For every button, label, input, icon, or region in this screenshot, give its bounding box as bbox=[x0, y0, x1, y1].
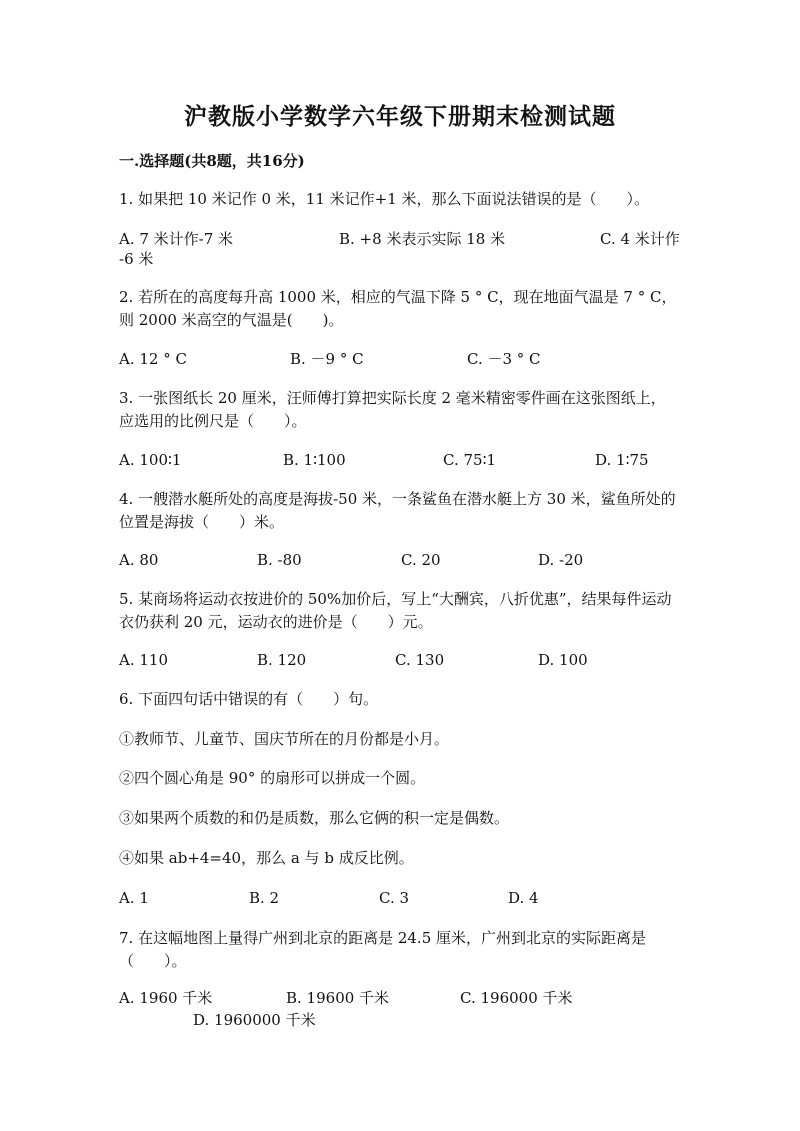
question-3-stem: 3. 一张图纸长 20 厘米，汪师傅打算把实际长度 2 毫米精密零件画在这张图纸上，应选用的比例尺是（ ）。 bbox=[119, 389, 666, 430]
question-6-statement-2: ②四个圆心角是 90° 的扇形可以拼成一个圆。 bbox=[119, 769, 426, 787]
question-6-option-b: B. 2 bbox=[249, 889, 280, 907]
question-6-statement-4: ④如果 ab+4=40，那么 a 与 b 成反比例。 bbox=[119, 849, 414, 867]
question-6-option-c: C. 3 bbox=[379, 889, 410, 907]
question-2-option-c: C. －3 ° C bbox=[467, 350, 541, 368]
question-3-option-d: D. 1∶75 bbox=[595, 451, 649, 469]
question-1-option-c: C. 4 米计作 bbox=[600, 230, 680, 248]
question-2-stem: 2. 若所在的高度每升高 1000 米，相应的气温下降 5 ° C，现在地面气温是 7 ° C，则 2000 米高空的气温是( )。 bbox=[119, 288, 677, 329]
question-7-option-d: D. 1960000 千米 bbox=[193, 1011, 316, 1029]
question-4-option-a: A. 80 bbox=[119, 551, 159, 569]
question-6-statement-1: ①教师节、儿童节、国庆节所在的月份都是小月。 bbox=[119, 730, 450, 748]
question-1-option-a: A. 7 米计作-7 米 bbox=[119, 230, 234, 248]
section-heading: 一.选择题(共8题，共16分) bbox=[119, 152, 305, 170]
question-1-option-c-continued: -6 米 bbox=[119, 250, 154, 268]
question-5-option-c: C. 130 bbox=[395, 651, 445, 669]
question-3-option-b: B. 1∶100 bbox=[283, 451, 346, 469]
question-6-statement-3: ③如果两个质数的和仍是质数，那么它俩的积一定是偶数。 bbox=[119, 809, 510, 827]
question-2-option-b: B. －9 ° C bbox=[290, 350, 364, 368]
page-title: 沪教版小学数学六年级下册期末检测试题 bbox=[184, 103, 616, 130]
question-5-option-b: B. 120 bbox=[257, 651, 307, 669]
question-2-option-a: A. 12 ° C bbox=[119, 350, 187, 368]
question-7-option-b: B. 19600 千米 bbox=[286, 989, 390, 1007]
question-7-option-c: C. 196000 千米 bbox=[460, 989, 573, 1007]
question-3-option-a: A. 100∶1 bbox=[119, 451, 182, 469]
question-1-stem: 1. 如果把 10 米记作 0 米，11 米记作+1 米，那么下面说法错误的是（ ）。 bbox=[119, 190, 650, 208]
question-5-stem: 5. 某商场将运动衣按进价的 50%加价后，写上“大酬宾，八折优惠”，结果每件运动衣仍获利 20 元，运动衣的进价是（ ）元。 bbox=[119, 590, 672, 631]
question-6-option-d: D. 4 bbox=[508, 889, 539, 907]
question-4-stem: 4. 一艘潜水艇所处的高度是海拔-50 米，一条鲨鱼在潜水艇上方 30 米，鲨鱼所处的位置是海拔（ ）米。 bbox=[119, 490, 676, 531]
question-5-option-a: A. 110 bbox=[119, 651, 168, 669]
question-3-option-c: C. 75∶1 bbox=[443, 451, 497, 469]
question-7-option-a: A. 1960 千米 bbox=[119, 989, 213, 1007]
question-5-option-d: D. 100 bbox=[538, 651, 588, 669]
question-6-stem: 6. 下面四句话中错误的有（ ）句。 bbox=[119, 690, 379, 708]
question-1-option-b: B. +8 米表示实际 18 米 bbox=[339, 230, 506, 248]
question-4-option-c: C. 20 bbox=[401, 551, 441, 569]
question-4-option-b: B. -80 bbox=[257, 551, 302, 569]
question-6-option-a: A. 1 bbox=[119, 889, 149, 907]
question-4-option-d: D. -20 bbox=[538, 551, 584, 569]
question-7-stem: 7. 在这幅地图上量得广州到北京的距离是 24.5 厘米，广州到北京的实际距离是（ ）。 bbox=[119, 929, 647, 970]
